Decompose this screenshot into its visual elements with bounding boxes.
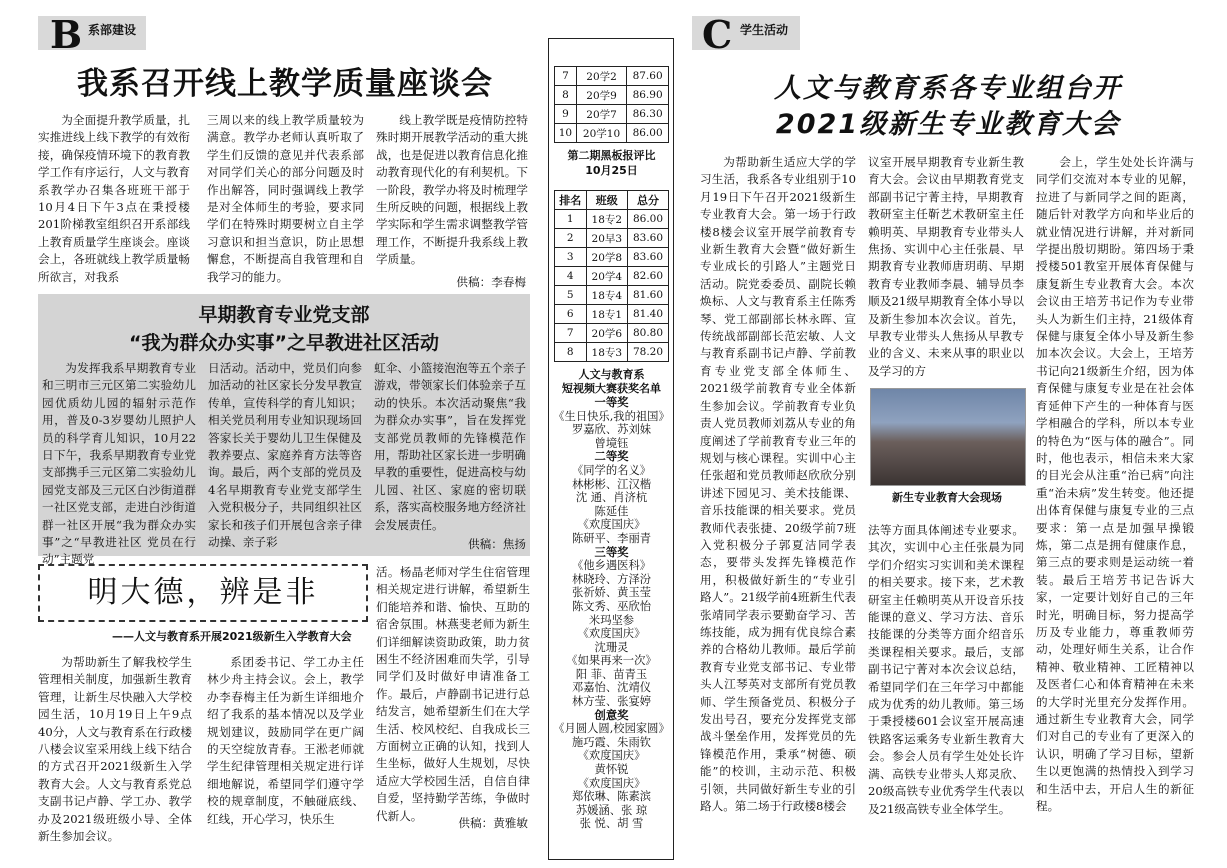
table-cell: 7	[555, 67, 577, 86]
table-cell: 20学7	[576, 105, 626, 124]
award-entry: 苏媛涵、张 琼	[575, 803, 648, 817]
award-level: 创意奖	[594, 708, 629, 722]
table-cell: 81.40	[628, 305, 669, 324]
table-cell: 2	[555, 229, 587, 248]
award-entry: 《月圆人圆,校园家圆》	[553, 722, 670, 736]
table-cell: 4	[555, 267, 587, 286]
table-row	[555, 105, 669, 124]
award-entry: 《欢度国庆》	[577, 749, 646, 763]
awards-title-line: 人文与教育系	[578, 368, 645, 381]
awards-title-line: 短视频大赛获奖名单	[562, 382, 661, 395]
table-row	[555, 286, 669, 305]
award-entry: 阳 菲、苗青玉	[575, 667, 648, 681]
award-entry: 邓嘉怡、沈靖仪	[571, 681, 652, 695]
story-title-frame	[38, 564, 368, 622]
award-entry: 陈研平、李丽青	[571, 531, 652, 545]
award-entry: 陈延佳	[594, 504, 629, 518]
table-cell: 5	[555, 286, 587, 305]
table-cell: 18专4	[586, 286, 628, 305]
story-title: “我为群众办实事”之早教进社区活动	[129, 332, 439, 354]
table-cell: 86.90	[627, 86, 669, 105]
award-entry: 《他乡遇医科》	[571, 559, 652, 573]
award-entry: 张 悦、胡 雪	[579, 817, 644, 831]
article-column: 法等方面具体阐述专业要求。其次，实训中心主任张晨为同学们介绍实习实训和美术课程的相关要求。接下来，艺术教研室主任赖明英从开设音乐技能课的意义、学习方法、音乐技能课的分类等方面介绍音乐类课程相关要求。最后，支部副书记宁菁对本次会议总结，希望同学们在三年学习中都能成为优秀的幼儿教师。第三场于秉授楼601会议室开展高速铁路客运乘务专业新生教育大会。参会人员有学生处处长许满、高铁专业带头人郑灵欣、20级高铁专业优秀学生代表以及21级高铁专业全体学生。	[868, 523, 1024, 816]
award-entry: 《欢度国庆》	[577, 627, 646, 641]
award-entry: 林彬彬、江汉楷	[571, 477, 652, 491]
story-title: 早期教育专业党支部	[198, 304, 370, 326]
awards-list	[552, 396, 671, 856]
table-cell: 83.60	[628, 248, 669, 267]
table-row	[555, 248, 669, 267]
column-header: 总分	[628, 191, 669, 210]
table-cell: 8	[555, 343, 587, 362]
award-entry: 《欢度国庆》	[577, 776, 646, 790]
table-cell: 6	[555, 305, 587, 324]
award-entry: 陈文秀、巫欣怡	[571, 599, 652, 613]
column-header: 排名	[555, 191, 587, 210]
award-entry: 黄怀锐	[594, 763, 629, 777]
article-column: 议室开展早期教育专业新生教育大会。会议由早期教育党支部副书记宁菁主持，早期教育教研室主任靳艺术教研室主任赖明英、早期教育专业带头人焦扬、实训中心主任张晨、早期教育专业教师唐玥萌、早期教育专业教师李晨、辅导员李顺及21级早期教育全体小导以及新生参加本次会议。首先，早教专业带头人焦扬从早教专业的含义、未来从事的职业以及学习的方	[868, 155, 1024, 378]
blackboard-ranking-table	[554, 190, 669, 362]
award-entry: 林晓玲、方泽汾	[571, 572, 652, 586]
award-entry: 曾境钰	[594, 436, 629, 450]
table-row	[555, 210, 669, 229]
section-c-tab	[692, 12, 800, 57]
award-entry: 《欢度国庆》	[577, 518, 646, 532]
table-cell: 10	[555, 124, 577, 143]
table-cell: 78.20	[628, 343, 669, 362]
table-row	[555, 267, 669, 286]
award-level: 二等奖	[594, 450, 629, 464]
event-photo	[870, 388, 1026, 486]
table-row	[555, 229, 669, 248]
headline-professional-education: 2021级新生专业教育大会	[775, 109, 1121, 140]
table-cell: 18专2	[586, 210, 628, 229]
table-cell: 20学6	[586, 324, 628, 343]
table-cell: 3	[555, 248, 587, 267]
headline-professional-education: 人文与教育系各专业组台开	[774, 73, 1122, 104]
section-name: 学生活动	[740, 23, 789, 37]
table-cell: 18专3	[586, 343, 628, 362]
table-cell: 86.00	[628, 210, 669, 229]
table-cell: 1	[555, 210, 587, 229]
award-level: 三等奖	[594, 545, 629, 559]
award-entry: 张祈娇、黄玉莹	[571, 586, 652, 600]
award-entry: 沈 通、肖济杭	[575, 491, 648, 505]
table-cell: 20学10	[576, 124, 626, 143]
award-entry: 《如果再来一次》	[566, 654, 657, 668]
table-cell: 80.80	[628, 324, 669, 343]
table-cell: 9	[555, 105, 577, 124]
award-entry: 《同学的名义》	[571, 463, 652, 477]
table-row	[555, 343, 669, 362]
table-cell: 81.60	[628, 286, 669, 305]
article-column: 为发挥我系早期教育专业和三明市三元区第二实验幼儿园优质幼儿园的辐射示范作用，普及0-3岁婴幼儿照护人员的科学育儿知识，10月22日下午，我系早期教育专业党支部携手三元区第二实验幼儿园党支部及三元区白沙街道群一社区党支部，走进白沙街道群一社区开展“我为群众办实事”之“早教进社区 党员在行动”主题党	[42, 361, 196, 567]
award-entry: 罗嘉欣、苏刘妹	[571, 423, 652, 437]
table-cell: 7	[555, 324, 587, 343]
section-b-tab	[38, 12, 146, 57]
award-entry: 施巧霞、朱雨钦	[571, 735, 652, 749]
table-cell: 86.00	[627, 124, 669, 143]
article-column: 三周以来的线上教学质量较为满意。教学办老师认真听取了学生们反馈的意见并代表系部对同学们关心的部分问题及时作出解答，同时强调线上教学是对全体师生的考验，要求同学们在特殊时期要树立自主学习意识和担当意识，防止思想懈怠，不断提高自我管理和自我学习的能力。	[207, 113, 364, 284]
table-cell: 87.60	[627, 67, 669, 86]
article-column: 系团委书记、学工办主任林少舟主持会议。会上，教学办李春梅主任为新生详细地介绍了我系的基本情况以及学业规划建议，鼓励同学在更广阔的天空绽放青春。王淞老师就学生纪律管理相关规定进行详细地解说，希望同学们遵守学校的规章制度，不触碰底线、红线，开心学习，快乐生	[207, 655, 364, 826]
board-title: 第二期黑板报评比	[567, 149, 656, 162]
article-column: 虹伞、小篮接泡泡等五个亲子游戏，带领家长们体验亲子互动的快乐。本次活动聚焦“我为群众办实事”，旨在发挥党支部党员教师的先锋模范作用，帮助社区家长进一步明确早教的重要性，促进高校与幼儿园、社区、家庭的密切联系，落实高校服务地方经济社会发展责任。	[374, 361, 526, 532]
article-column: 为帮助新生了解我校学生管理相关制度，加强新生教育管理，让新生尽快融入大学校园生活，10月19日上午9点40分，人文与教育系在行政楼八楼会议室采用线上线下结合的方式召开2021级新生入学教育大会。人文与教育系党总支副书记卢静、学工办、教学办及2021级班级小导、全体新生参加会议。	[38, 655, 192, 844]
table-row	[555, 67, 669, 86]
ranking-table-top	[554, 66, 669, 143]
table-cell: 18专1	[586, 305, 628, 324]
story-subtitle: ——人文与教育系开展2021级新生入学教育大会	[112, 630, 352, 643]
photo-caption: 新生专业教育大会现场	[892, 491, 1002, 504]
article-column: 会上，学生处处长许满与同学们交流对本专业的见解，拉进了与新同学之间的距离，随后针对教学方向和毕业后的就业情况进行讲解，并对新同学提出殷切期盼。第四场于秉授楼501教室开展体育保健与康复新生专业教育大会。本次会议由王培芳书记作为专业带头人为新生们主持，21级体育保健与康复全体小导及新生参加本次会议。大会上，王培芳书记向21级新生介绍，因为体育保健与康复专业是在社会体育延伸下产生的一种体育与医学相融合的学科，所以本专业的特色为“医与体的融合”。同时，他也表示，相信未来大家的目光会从注重“治已病”向注重“治未病”发生转变。他还提出体育保健与康复专业的三点要求：第一点是加强早操锻炼，第二点是拥有健康作息，第三点的要求则是运动统一着装。最后王培芳书记告诉大家，一定要计划好自己的三年时光，明确目标，努力提高学历及专业能力，尊重教师劳动，处理好师生关系，让合作精神、敬业精神、工匠精神以及医者仁心和体育精神在未来的大学时光里充分发挥作用。通过新生专业教育大会，同学们对自己的专业有了更深入的认识，明确了学习目标，望新生以更饱满的热情投入到学习和生活中去，开启人生的新征程。	[1036, 155, 1194, 814]
table-cell: 82.60	[628, 267, 669, 286]
table-cell: 20早3	[586, 229, 628, 248]
award-entry: 沈珊灵	[594, 640, 629, 654]
article-column: 活。杨晶老师对学生住宿管理相关规定进行讲解，希望新生们能培养和谐、愉快、互助的宿舍氛围。林燕斐老师为新生们详细解读资助政策，助力贫困生不经济困难而失学，引导同学们及时做好申请准备工作。最后，卢静副书记进行总结发言，她希望新生们在大学生活、校风校纪、自我成长三方面树立正确的认知，找到人生坐标，做好人生规划，尽快适应大学校园生活，自信自律自爱，坚持勤学苦练，争做时代新人。	[376, 565, 530, 823]
award-entry: 林方莹、张宴婷	[571, 695, 652, 709]
table-row	[555, 324, 669, 343]
article-column: 线上教学既是疫情防控特殊时期开展教学活动的重大挑战，也是促进以教育信息化推动教育现代化的有利契机。下一阶段，教学办将及时梳理学生所反映的问题，根据线上教学实际和学生需求调整教学管理工作，不断提升我系线上教学质量。	[376, 113, 528, 267]
article-column: 为帮助新生适应大学的学习生活，我系各专业组别于10月19日下午召开2021级新生专业教育大会。第一场于行政楼8楼会议室开展学前教育专业新生教育大会暨“做好新生专业成长的引路人”主题党日活动。院党委委员、副院长赖焕标、人文与教育系主任陈秀琴、党工部副部长林永晖、宣传统战部副部长范宏敏、人文与教育系副书记卢静、学前教育专业党支部全体师生、2021级学前教育专业全体新生参加会议。学前教育专业负责人党员教师刘荔从专业的角度阐述了学前教育专业三年的规划与核心课程。实训中心主任张超和党员教师赵欣欣分别讲述下园见习、美术技能课、音乐技能课的相关要求。党员教师代表张捷、20级学前7班入党积极分子郭夏洁同学表态，要带头发挥先锋模范作用，积极做好新生的“专业引路人”。21级学前4班新生代表张靖同学表示要勤奋学习、苦练技能，成为拥有优良综合素养的合格幼儿教师。最后学前教育专业党支部书记、专业带头人江琴英对支部所有党员教师、学生预备党员、积极分子发出号召，要充分发挥党支部战斗堡垒作用，发挥党员的先锋模范作用，秉承“树德、硕能”的校训，主动示范、积极引领，共同做好新生专业的引路人。第二场于行政楼8楼会	[700, 155, 856, 814]
section-name: 系部建设	[88, 23, 137, 37]
section-letter: B	[50, 12, 83, 57]
board-date: 10月25日	[585, 164, 638, 177]
award-entry: 郑依琳、陈素滨	[571, 790, 652, 804]
story-title: 明大德，辨是非	[87, 575, 319, 610]
board-table-title	[554, 148, 669, 178]
article-column: 为全面提升教学质量，扎实推进线上线下教学的有效衔接，确保疫情环境下的教育教学工作有序运行，人文与教育系教学办召集各班班干部于10月4日下午3点在秉授楼201阶梯教室组织召开系部线上教育质量学生座谈会。座谈会上，各班就线上教学质量畅所欲言，对我系	[38, 113, 190, 284]
byline: 供稿：焦扬	[468, 537, 526, 551]
table-cell: 20学4	[586, 267, 628, 286]
table-row	[555, 86, 669, 105]
table-row	[555, 124, 669, 143]
table-cell: 86.30	[627, 105, 669, 124]
table-cell: 20学2	[576, 67, 626, 86]
award-entry: 米玛坚参	[588, 613, 635, 627]
byline: 供稿：黄雅敏	[458, 816, 528, 830]
community-activity-box	[38, 294, 530, 567]
table-row	[555, 305, 669, 324]
byline: 供稿：李春梅	[456, 275, 526, 289]
award-entry: 《生日快乐,我的祖国》	[553, 409, 670, 423]
headline-teaching-quality: 我系召开线上教学质量座谈会	[77, 66, 493, 102]
article-column: 日活动。活动中，党员们向参加活动的社区家长分发早教宣传单，宣传科学的育儿知识；相关党员利用专业知识现场回答家长关于婴幼儿卫生保健及教养要点、家庭养育方法等咨询。最后，两个支部的党员及4名早期教育专业党支部学生入党积极分子，共同组织社区家长和孩子们开展包含亲子律动操、亲子彩	[208, 361, 362, 550]
column-header: 班级	[586, 191, 628, 210]
section-letter: C	[702, 12, 733, 57]
table-cell: 8	[555, 86, 577, 105]
table-cell: 20学9	[576, 86, 626, 105]
table-cell: 83.60	[628, 229, 669, 248]
award-level: 一等奖	[594, 396, 629, 409]
table-cell: 20学8	[586, 248, 628, 267]
awards-title	[554, 368, 669, 396]
